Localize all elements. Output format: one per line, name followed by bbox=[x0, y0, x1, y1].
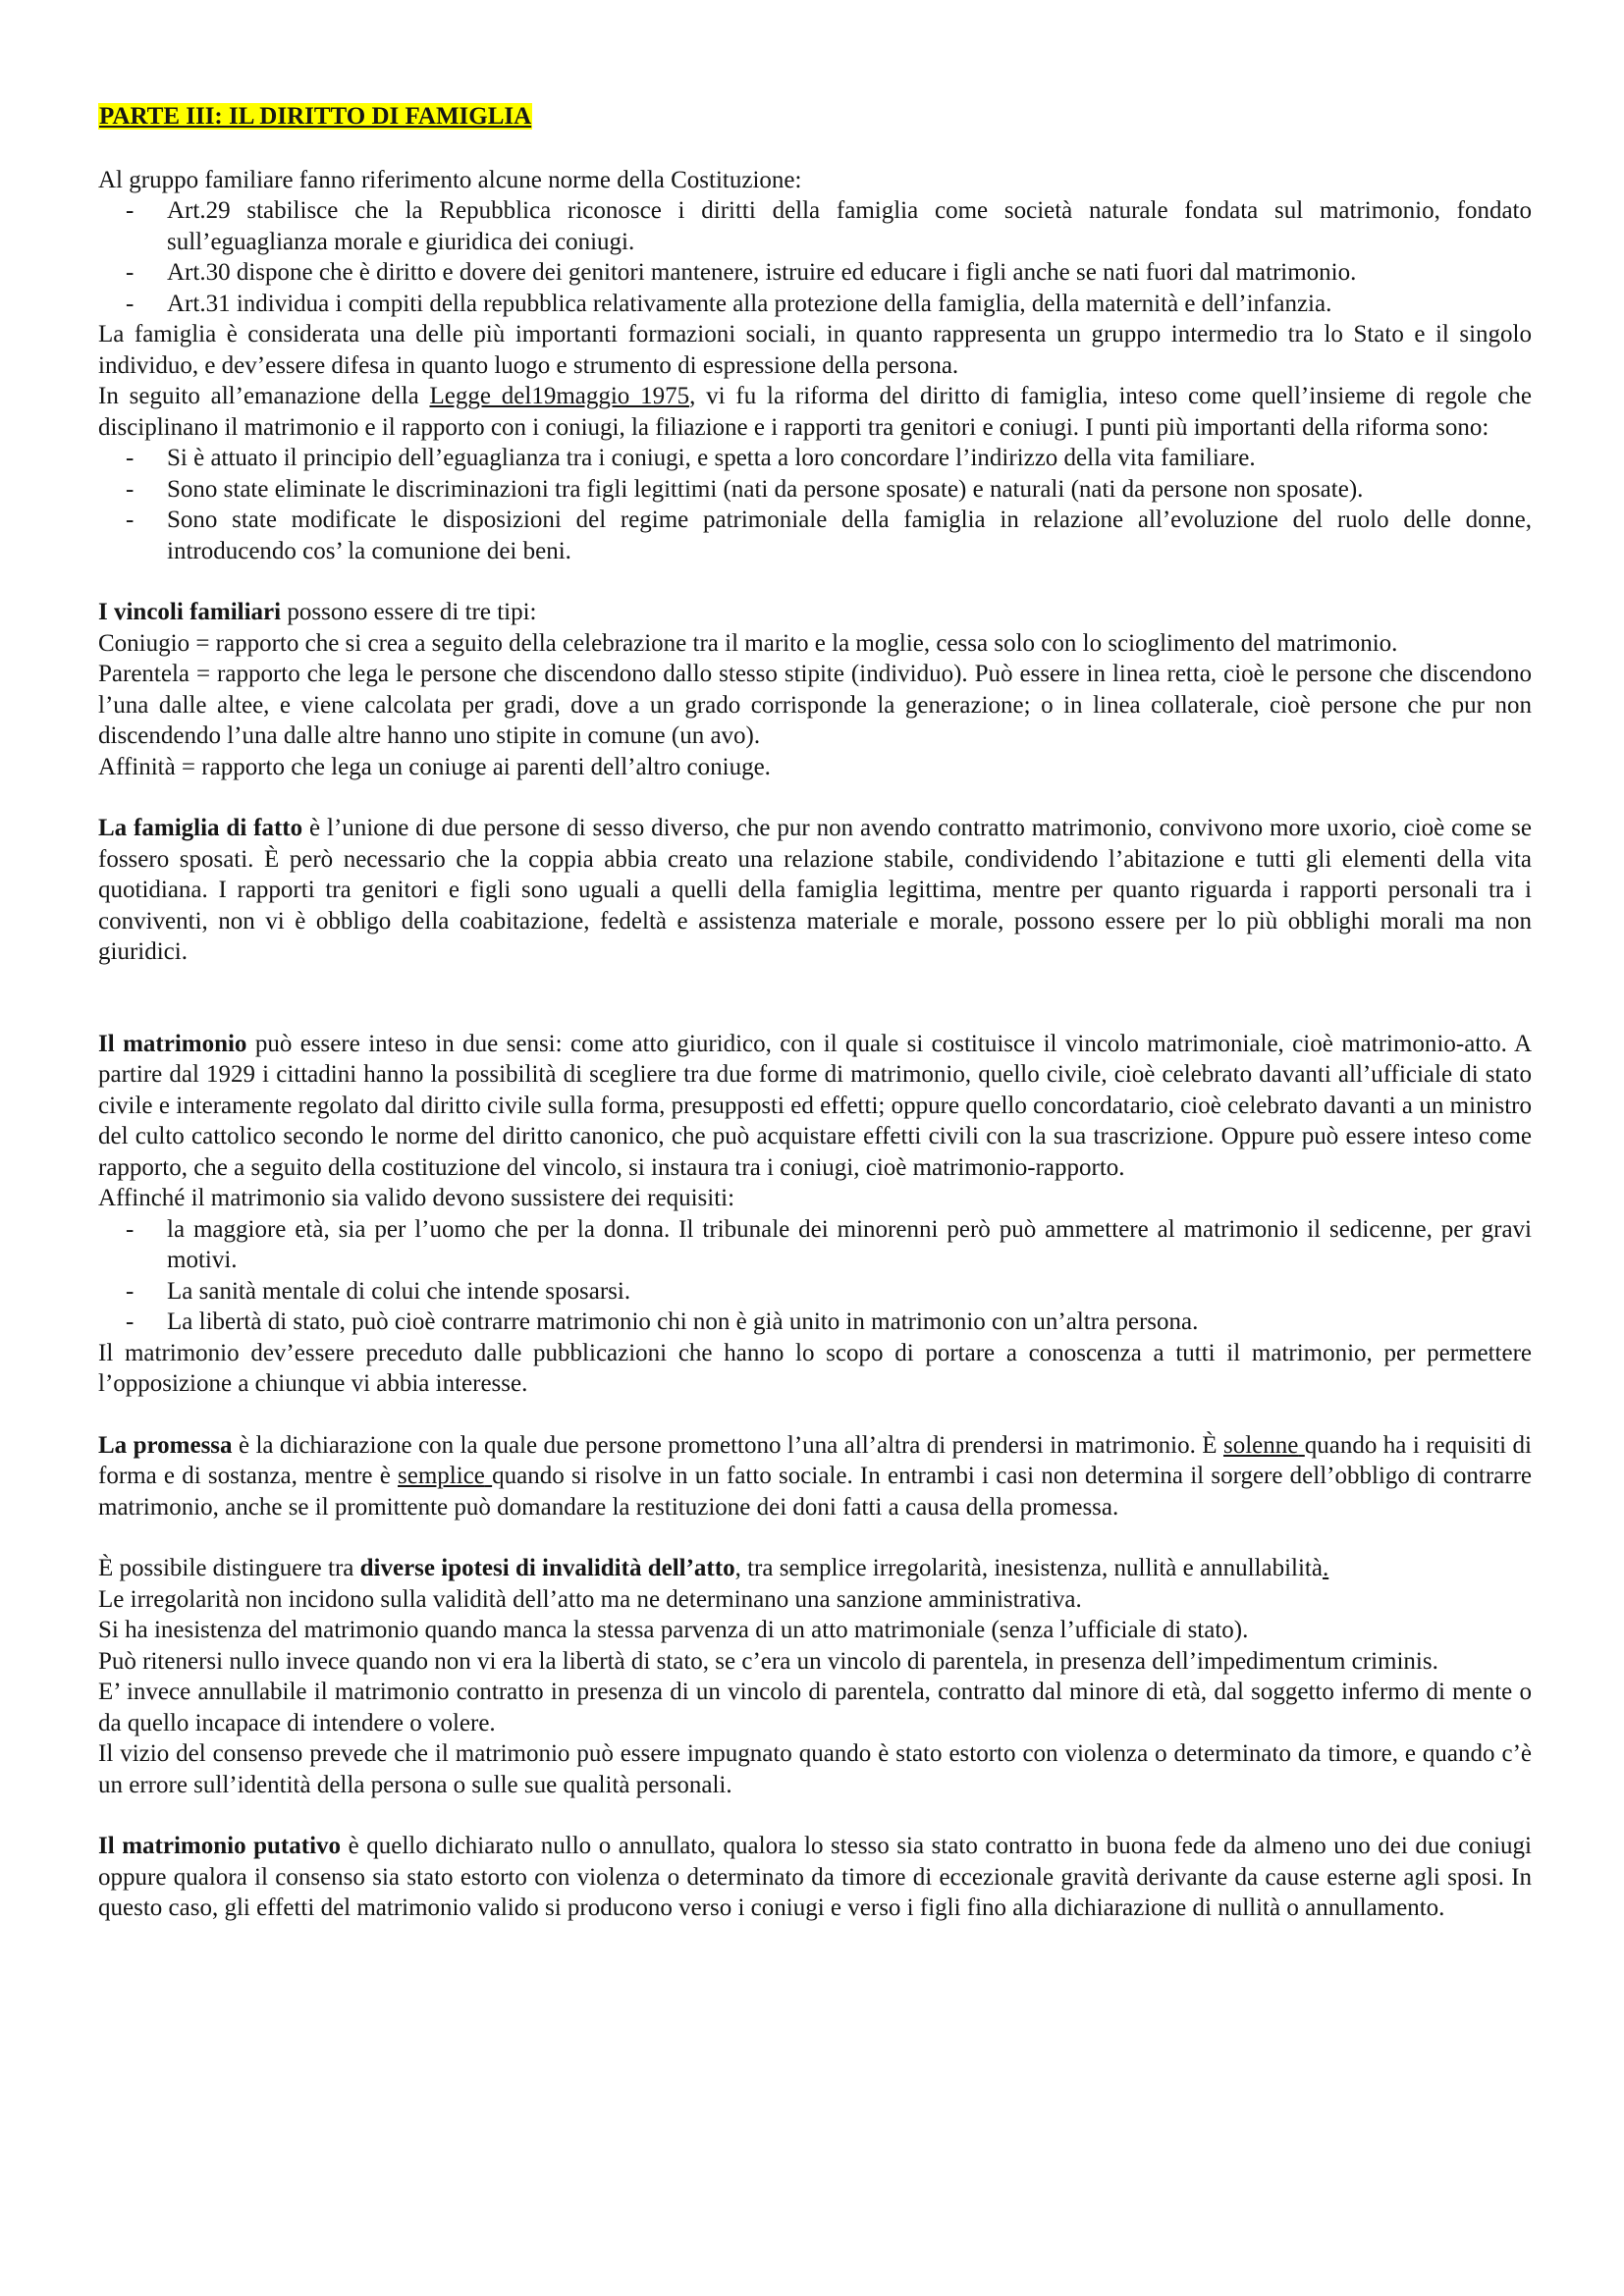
underlined-term: semplice bbox=[398, 1463, 485, 1489]
text-run: Affinità = rapporto che lega un coniuge ai parenti dell’altro coniuge. bbox=[98, 753, 771, 780]
text-run: quando ha i requisiti di forma e di sostanza, mentre è bbox=[98, 1431, 1532, 1489]
document-body bbox=[98, 165, 1532, 1924]
text-run: è la dichiarazione con la quale due persone promettono l’una all’altra di prendersi in matrimonio. È bbox=[232, 1431, 1223, 1459]
list-item bbox=[98, 1276, 1532, 1308]
text-run: In seguito all’emanazione della bbox=[98, 383, 430, 409]
bold-term: Il matrimonio bbox=[98, 1030, 247, 1057]
list-item bbox=[98, 289, 1532, 320]
text-run: quando si risolve in un fatto sociale. In entrambi i casi non determina il sorgere dell’obbligo di contrarre matrimonio, anche se il promittente può domandare la restituzione dei doni fatti a causa della promessa. bbox=[98, 1463, 1532, 1521]
list-item bbox=[98, 443, 1532, 474]
riforma-points-list bbox=[98, 443, 1532, 566]
text-run: Coniugio = rapporto che si crea a seguito della celebrazione tra il marito e la moglie, cessa solo con lo scioglimento del matrimonio. bbox=[98, 629, 1398, 657]
intro-paragraph bbox=[98, 165, 1532, 196]
text-run: Le irregolarità non incidono sulla validità dell’atto ma ne determinano una sanzione amministrativa. bbox=[98, 1585, 1082, 1613]
text-run: , tra semplice irregolarità, inesistenza, nullità e annullabilità bbox=[734, 1555, 1323, 1581]
irregolarita-paragraph bbox=[98, 1584, 1532, 1616]
nullita-paragraph bbox=[98, 1646, 1532, 1678]
parentela-paragraph bbox=[98, 659, 1532, 752]
bold-term: I vincoli familiari bbox=[98, 599, 282, 625]
text-run: Sono state eliminate le discriminazioni tra figli legittimi (nati da persone sposate) e naturali (nati da persone non sposate). bbox=[167, 475, 1364, 503]
text-run: Si ha inesistenza del matrimonio quando manca la stessa parvenza di un atto matrimoniale (senza l’ufficiale di stato). bbox=[98, 1617, 1249, 1643]
matrimonio-paragraph bbox=[98, 1029, 1532, 1184]
text-run: può essere inteso in due sensi: come atto giuridico, con il quale si costituisce il vincolo matrimoniale, cioè matrimonio-atto. A partire dal 1929 i cittadini hanno la possibilità di scegliere tra due forme di matrimonio, quello civile, cioè celebrato davanti all’ufficiale di stato civile e interamente regolato dal diritto civile sulla forma, presupposti ed effetti; oppure quello concordatario, cioè celebrato davanti a un ministro del culto cattolico secondo le norme del diritto canonico, che può acquistare effetti civili con la sua trascrizione. Oppure può essere inteso come rapporto, che a seguito della costituzione del vincolo, si instaura tra i coniugi, cioè matrimonio-rapporto. bbox=[98, 1030, 1532, 1181]
pubblicazioni-paragraph bbox=[98, 1338, 1532, 1400]
text-run: La famiglia è considerata una delle più importanti formazioni sociali, in quanto rappresenta un gruppo intermedio tra lo Stato e il singolo individuo, e dev’essere difesa in quanto luogo e strumento di espressione della persona. bbox=[98, 321, 1532, 379]
costituzione-articles-list bbox=[98, 195, 1532, 319]
bold-term: La promessa bbox=[98, 1431, 233, 1459]
list-item bbox=[98, 1214, 1532, 1276]
text-run: Si è attuato il principio dell’eguaglianza tra i coniugi, e spetta a loro concordare l’indirizzo della vita familiare. bbox=[167, 445, 1256, 471]
text-run: Il vizio del consenso prevede che il matrimonio può essere impugnato quando è stato estorto con violenza o determinato da timore, e quando c’è un errore sull’identità della persona o sulle sue qualità personali. bbox=[98, 1740, 1532, 1798]
underlined-term: Legge del19maggio 1975 bbox=[429, 383, 690, 409]
list-item bbox=[98, 1307, 1532, 1338]
text-run: Può ritenersi nullo invece quando non vi era la libertà di stato, se c’era un vincolo di parentela, in presenza dell’impedimentum criminis. bbox=[98, 1647, 1438, 1675]
famiglia-di-fatto-paragraph bbox=[98, 813, 1532, 968]
text-run: è quello dichiarato nullo o annullato, qualora lo stesso sia stato contratto in buona fede da almeno uno dei due coniugi oppure qualora il consenso sia stato estorto con violenza o determinato da timore di eccezionale gravità derivante da cause esterne agli sposi. In questo caso, gli effetti del matrimonio valido si producono verso i coniugi e verso i figli fino alla dichiarazione di nullità o annullamento. bbox=[98, 1833, 1532, 1921]
text-run: La sanità mentale di colui che intende sposarsi. bbox=[167, 1277, 631, 1305]
text-run: la maggiore età, sia per l’uomo che per la donna. Il tribunale dei minorenni però può ammettere al matrimonio il sedicenne, per gravi motivi. bbox=[167, 1215, 1532, 1273]
text-run: , vi fu la riforma del diritto di famiglia, inteso come quell’insieme di regole che disciplinano il matrimonio e il rapporto con i coniugi, la filiazione e i rapporti tra genitori e coniugi. I punti più importanti della riforma sono: bbox=[98, 383, 1533, 441]
page-title-text: PARTE III: IL DIRITTO DI FAMIGLIA bbox=[99, 103, 532, 130]
coniugio-paragraph bbox=[98, 628, 1532, 660]
text-run: È possibile distinguere tra bbox=[98, 1555, 360, 1581]
annullabilita-paragraph bbox=[98, 1677, 1532, 1738]
text-run: è l’unione di due persone di sesso diverso, che pur non avendo contratto matrimonio, convivono more uxorio, cioè come se fossero sposati. È però necessario che la coppia abbia creato una relazione stabile, condividendo l’abitazione e tutti gli elementi della vita quotidiana. I rapporti tra genitori e figli sono uguali a quelli della famiglia legittima, mentre per quanto riguarda i rapporti personali tra i conviventi, non vi è obbligo della coabitazione, fedeltà e assistenza materiale e morale, possono essere per lo più obblighi morali ma non giuridici. bbox=[98, 815, 1532, 965]
riforma-paragraph bbox=[98, 381, 1532, 443]
text-run: Affinché il matrimonio sia valido devono sussistere dei requisiti: bbox=[98, 1185, 735, 1211]
affinita-paragraph bbox=[98, 752, 1532, 783]
text-run: Al gruppo familiare fanno riferimento alcune norme della Costituzione: bbox=[98, 166, 802, 193]
bold-term: La famiglia di fatto bbox=[98, 815, 303, 841]
list-item bbox=[98, 505, 1532, 566]
underlined-term: . bbox=[1322, 1555, 1329, 1581]
list-item bbox=[98, 257, 1532, 289]
page-title bbox=[98, 101, 1532, 133]
vincoli-heading-paragraph bbox=[98, 597, 1532, 628]
requisiti-paragraph bbox=[98, 1183, 1532, 1214]
text-run: Art.31 individua i compiti della repubblica relativamente alla protezione della famiglia, della maternità e dell’infanzia. bbox=[167, 290, 1332, 317]
bold-term: Il matrimonio putativo bbox=[98, 1833, 342, 1859]
requisiti-list bbox=[98, 1214, 1532, 1338]
text-run: La libertà di stato, può cioè contrarre matrimonio chi non è già unito in matrimonio con un’altra persona. bbox=[167, 1308, 1199, 1335]
list-item bbox=[98, 474, 1532, 506]
famiglia-formazione-paragraph bbox=[98, 319, 1532, 381]
list-item bbox=[98, 195, 1532, 257]
text-run: E’ invece annullabile il matrimonio contratto in presenza di un vincolo di parentela, contratto dal minore di età, dal soggetto infermo di mente o da quello incapace di intendere o volere. bbox=[98, 1679, 1532, 1736]
promessa-paragraph bbox=[98, 1430, 1532, 1523]
text-run: Art.30 dispone che è diritto e dovere dei genitori mantenere, istruire ed educare i figli anche se nati fuori dal matrimonio. bbox=[167, 259, 1357, 286]
bold-term: diverse ipotesi di invalidità dell’atto bbox=[359, 1555, 735, 1581]
invalidita-paragraph bbox=[98, 1553, 1532, 1584]
underlined-term: solenne bbox=[1223, 1431, 1299, 1459]
text-run: Parentela = rapporto che lega le persone che discendono dallo stesso stipite (individuo). Può essere in linea retta, cioè le persone che discendono l’una dalle altee, e viene calcolata per gradi, dove a un grado corrisponde la generazione; o in linea collaterale, cioè persone che pur non discendendo l’una dalle altre hanno uno stipite in comune (un avo). bbox=[98, 661, 1532, 749]
text-run: possono essere di tre tipi: bbox=[281, 599, 537, 625]
vizio-consenso-paragraph bbox=[98, 1738, 1532, 1800]
text-run: Il matrimonio dev’essere preceduto dalle pubblicazioni che hanno lo scopo di portare a conoscenza a tutti il matrimonio, per permettere l’opposizione a chiunque vi abbia interesse. bbox=[98, 1339, 1532, 1397]
matrimonio-putativo-paragraph bbox=[98, 1831, 1532, 1924]
inesistenza-paragraph bbox=[98, 1615, 1532, 1646]
text-run: Art.29 stabilisce che la Repubblica riconosce i diritti della famiglia come società naturale fondata sul matrimonio, fondato sull’eguaglianza morale e giuridica dei coniugi. bbox=[167, 197, 1532, 255]
text-run: Sono state modificate le disposizioni del regime patrimoniale della famiglia in relazione all’evoluzione del ruolo delle donne, introducendo cos’ la comunione dei beni. bbox=[167, 507, 1532, 564]
